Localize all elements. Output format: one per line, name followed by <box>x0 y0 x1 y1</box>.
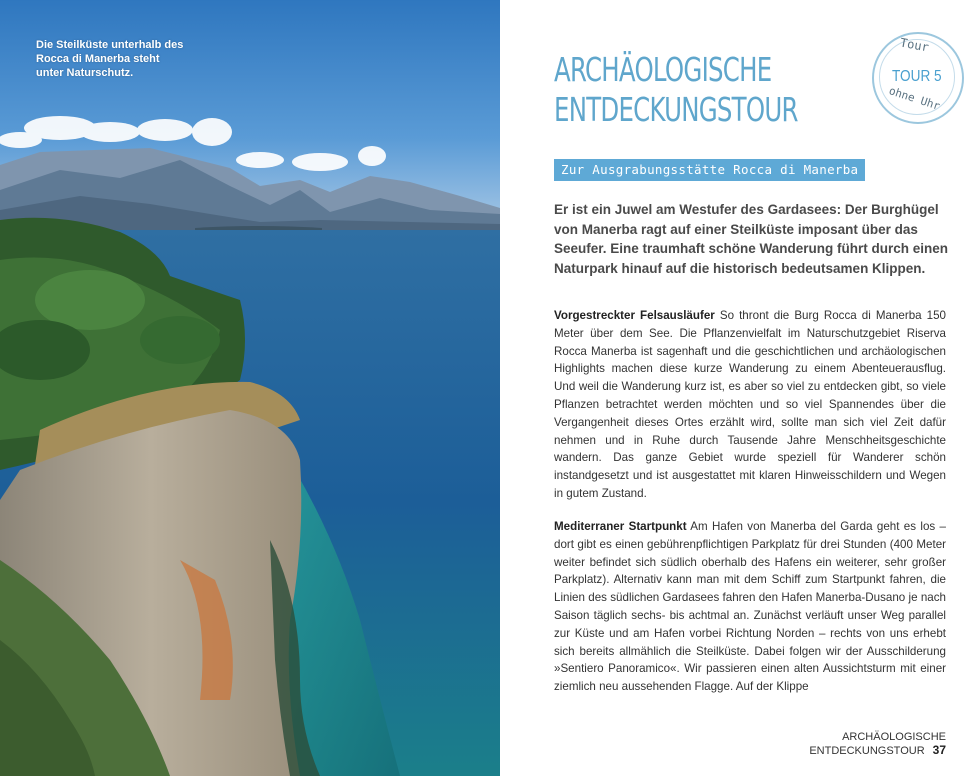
stamp-top-text: Tour <box>899 35 930 55</box>
paragraph-heading-1: Vorgestreckter Felsausläufer <box>554 309 715 322</box>
page-footer <box>720 731 946 757</box>
subtitle-banner: Zur Ausgrabungsstätte Rocca di Manerba <box>554 159 865 181</box>
body-paragraph-2 <box>554 518 946 696</box>
lead-paragraph: Er ist ein Juwel am Westufer des Gardasees: Der Burghügel von Manerba ragt auf einer Steilküste imposant über das Seeufer. Eine traumhaft schöne Wanderung führt durch einen Naturpark hinauf auf die historisch bedeutsamen Klippen. <box>554 202 949 276</box>
text-page <box>500 0 970 776</box>
paragraph-text-1: So thront die Burg Rocca di Manerba 150 Meter über dem See. Die Pflanzenvielfalt im Naturschutzgebiet Riserva Rocca Manerba ist sagenhaft und die geschichtlichen und archäologischen Highlights machen diese kurze Wanderung zu einem Abenteuerausflug. Und weil die Wanderung kurz ist, es aber so viel zu entdecken gibt, so viele Pflanzen betrachtet werden möchten und so viel Spannendes über die Vergangenheit dieses Ortes erzählt wird, sollte man sich viel Zeit dafür nehmen und in Ruhe durch Tausende Jahre Menschheitsgeschichte wandern. Das ganze Gebiet wurde speziell für Wanderer schön instandgesetzt und ist ausgestattet mit klaren Hinweisschildern und Wegen in gutem Zustand. <box>554 309 947 500</box>
paragraph-text-2: Am Hafen von Manerba del Garda geht es los – dort gibt es einen gebührenpflichtigen Parkplatz für drei Stunden (400 Meter weiter befindet sich südlich oberhalb des Hafens ein weiterer, sehr großer Parkplatz). Alternativ kann man mit dem Schiff zum Startpunkt fahren, die Linien des südlichen Gardasees fahren den Hafen Manerba-Dusano je nach Saison täglich sechs- bis achtmal an. Zunächst verläuft unser Weg parallel zur Küste und am Hafen vorbei Richtung Norden – rechts von uns erhebt sich bereits allmählich die Steilküste. Dabei folgen wir der Ausschilderung »Sentiero Panoramico«. Wir passieren einen alten Aussichtsturm mit einer ziemlich neu aussehenden Flagge. Auf der Klippe <box>554 520 947 694</box>
paragraph-heading-2: Mediterraner Startpunkt <box>554 520 687 533</box>
tour-stamp <box>872 32 964 124</box>
page-title-line-2: ENTDECKUNGSTOUR <box>554 90 798 129</box>
body-paragraph-1 <box>554 307 946 503</box>
footer-running-title: ARCHÄOLOGISCHE ENTDECKUNGSTOUR <box>809 731 946 757</box>
stamp-tour-number: TOUR 5 <box>892 68 942 85</box>
page-title <box>554 50 798 130</box>
stamp-bottom-text: ohne Uhr <box>887 84 942 113</box>
page-number: 37 <box>932 743 946 757</box>
page-title-line-1: ARCHÄOLOGISCHE <box>554 50 772 89</box>
photo-caption: Die Steilküste unterhalb des Rocca di Manerba steht unter Naturschutz. <box>36 39 184 79</box>
